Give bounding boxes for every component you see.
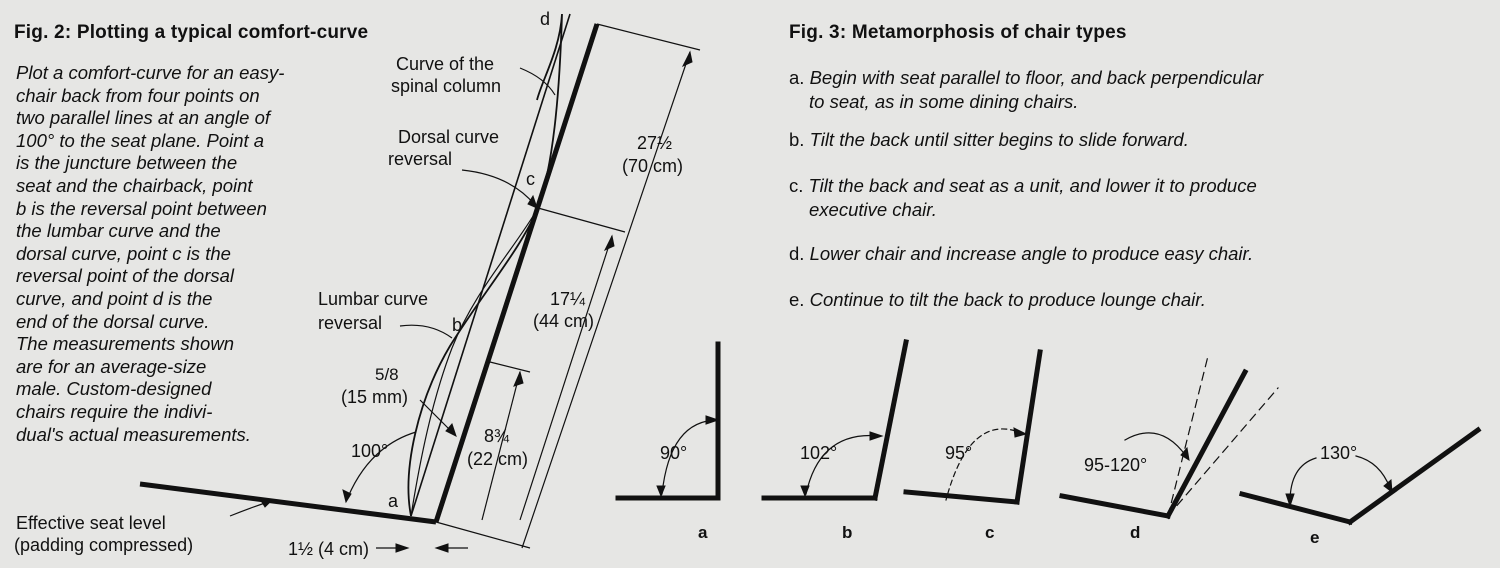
description-line: reversal point of the dorsal — [16, 265, 235, 287]
step-c: c. Tilt the back and seat as a unit, and lower it to produce executive chair. — [789, 175, 1257, 220]
base-offset-label: 1½ (4 cm) — [288, 539, 370, 559]
point-a-label: a — [388, 491, 399, 511]
description-line: The measurements shown — [16, 333, 234, 355]
dim-44cm-label: (44 cm) — [533, 311, 595, 331]
description-line: Plot a comfort-curve for an easy- — [16, 62, 285, 83]
dim-27-label: 27½ — [637, 133, 673, 153]
dim-17-label: 17¼ — [550, 289, 586, 309]
point-b-label: b — [452, 315, 463, 335]
dim-8-label: 8¾ — [484, 426, 510, 446]
chair-c-label: c — [985, 523, 995, 542]
chair-d — [1062, 356, 1278, 516]
description-line: end of the dorsal curve. — [16, 310, 210, 332]
spinal-column-label-1: Curve of the — [396, 54, 495, 74]
description-line: are for an average-size — [16, 355, 207, 377]
chair-a — [618, 344, 718, 498]
gap-mm-label: (15 mm) — [341, 387, 408, 407]
chair-b-label: b — [842, 523, 853, 542]
chair-c — [906, 352, 1040, 502]
step-d: d. Lower chair and increase angle to produce easy chair. — [789, 243, 1254, 264]
description-line: dual's actual measurements. — [16, 423, 251, 445]
description-line: the lumbar curve and the — [16, 220, 221, 242]
chair-e-angle: 130° — [1320, 443, 1358, 463]
chair-d-angle: 95-120° — [1084, 455, 1148, 475]
point-c-label: c — [526, 169, 535, 189]
chair-d-label: d — [1130, 523, 1141, 542]
fig3-title: Fig. 3: Metamorphosis of chair types — [789, 22, 1127, 43]
description-line: 100° to the seat plane. Point a — [16, 129, 265, 151]
description-line: curve, and point d is the — [16, 287, 213, 309]
description-line: chair back from four points on — [16, 84, 260, 106]
chair-e-label: e — [1310, 528, 1320, 547]
dorsal-reversal-label-1: Dorsal curve — [398, 127, 500, 147]
chair-a-angle: 90° — [660, 443, 688, 463]
dim-22cm-label: (22 cm) — [467, 449, 529, 469]
seat-level-label-1: Effective seat level — [16, 513, 166, 533]
description-line: chairs require the indivi- — [16, 400, 213, 422]
seat-level-label-2: (padding compressed) — [14, 535, 194, 555]
lumbar-reversal-label-2: reversal — [318, 313, 383, 333]
description-line: dorsal curve, point c is the — [16, 242, 231, 264]
dorsal-reversal-label-2: reversal — [388, 149, 453, 169]
lumbar-reversal-label-1: Lumbar curve — [318, 289, 429, 309]
gap-fraction-label: 5/8 — [375, 365, 399, 384]
dim-70cm-label: (70 cm) — [622, 156, 684, 176]
description-line: two parallel lines at an angle of — [16, 107, 271, 129]
step-e: e. Continue to tilt the back to produce lounge chair. — [789, 289, 1206, 310]
step-b: b. Tilt the back until sitter begins to slide forward. — [789, 129, 1189, 150]
spinal-column-label-2: spinal column — [391, 76, 502, 96]
chair-c-angle: 95° — [945, 443, 973, 463]
description-line: seat and the chairback, point — [16, 174, 253, 196]
chair-e — [1242, 430, 1478, 522]
angle-100-label: 100° — [351, 441, 389, 461]
description-line: b is the reversal point between — [16, 197, 267, 219]
chair-b-angle: 102° — [800, 443, 838, 463]
chair-b — [764, 342, 906, 498]
description-line: male. Custom-designed — [16, 378, 212, 400]
description-line: is the juncture between the — [16, 152, 238, 174]
fig2-title: Fig. 2: Plotting a typical comfort-curve — [14, 22, 369, 43]
step-a: a. Begin with seat parallel to floor, and back perpendicular to seat, as in some dining chairs. — [789, 67, 1264, 112]
point-d-label: d — [540, 9, 551, 29]
chair-a-label: a — [698, 523, 708, 542]
